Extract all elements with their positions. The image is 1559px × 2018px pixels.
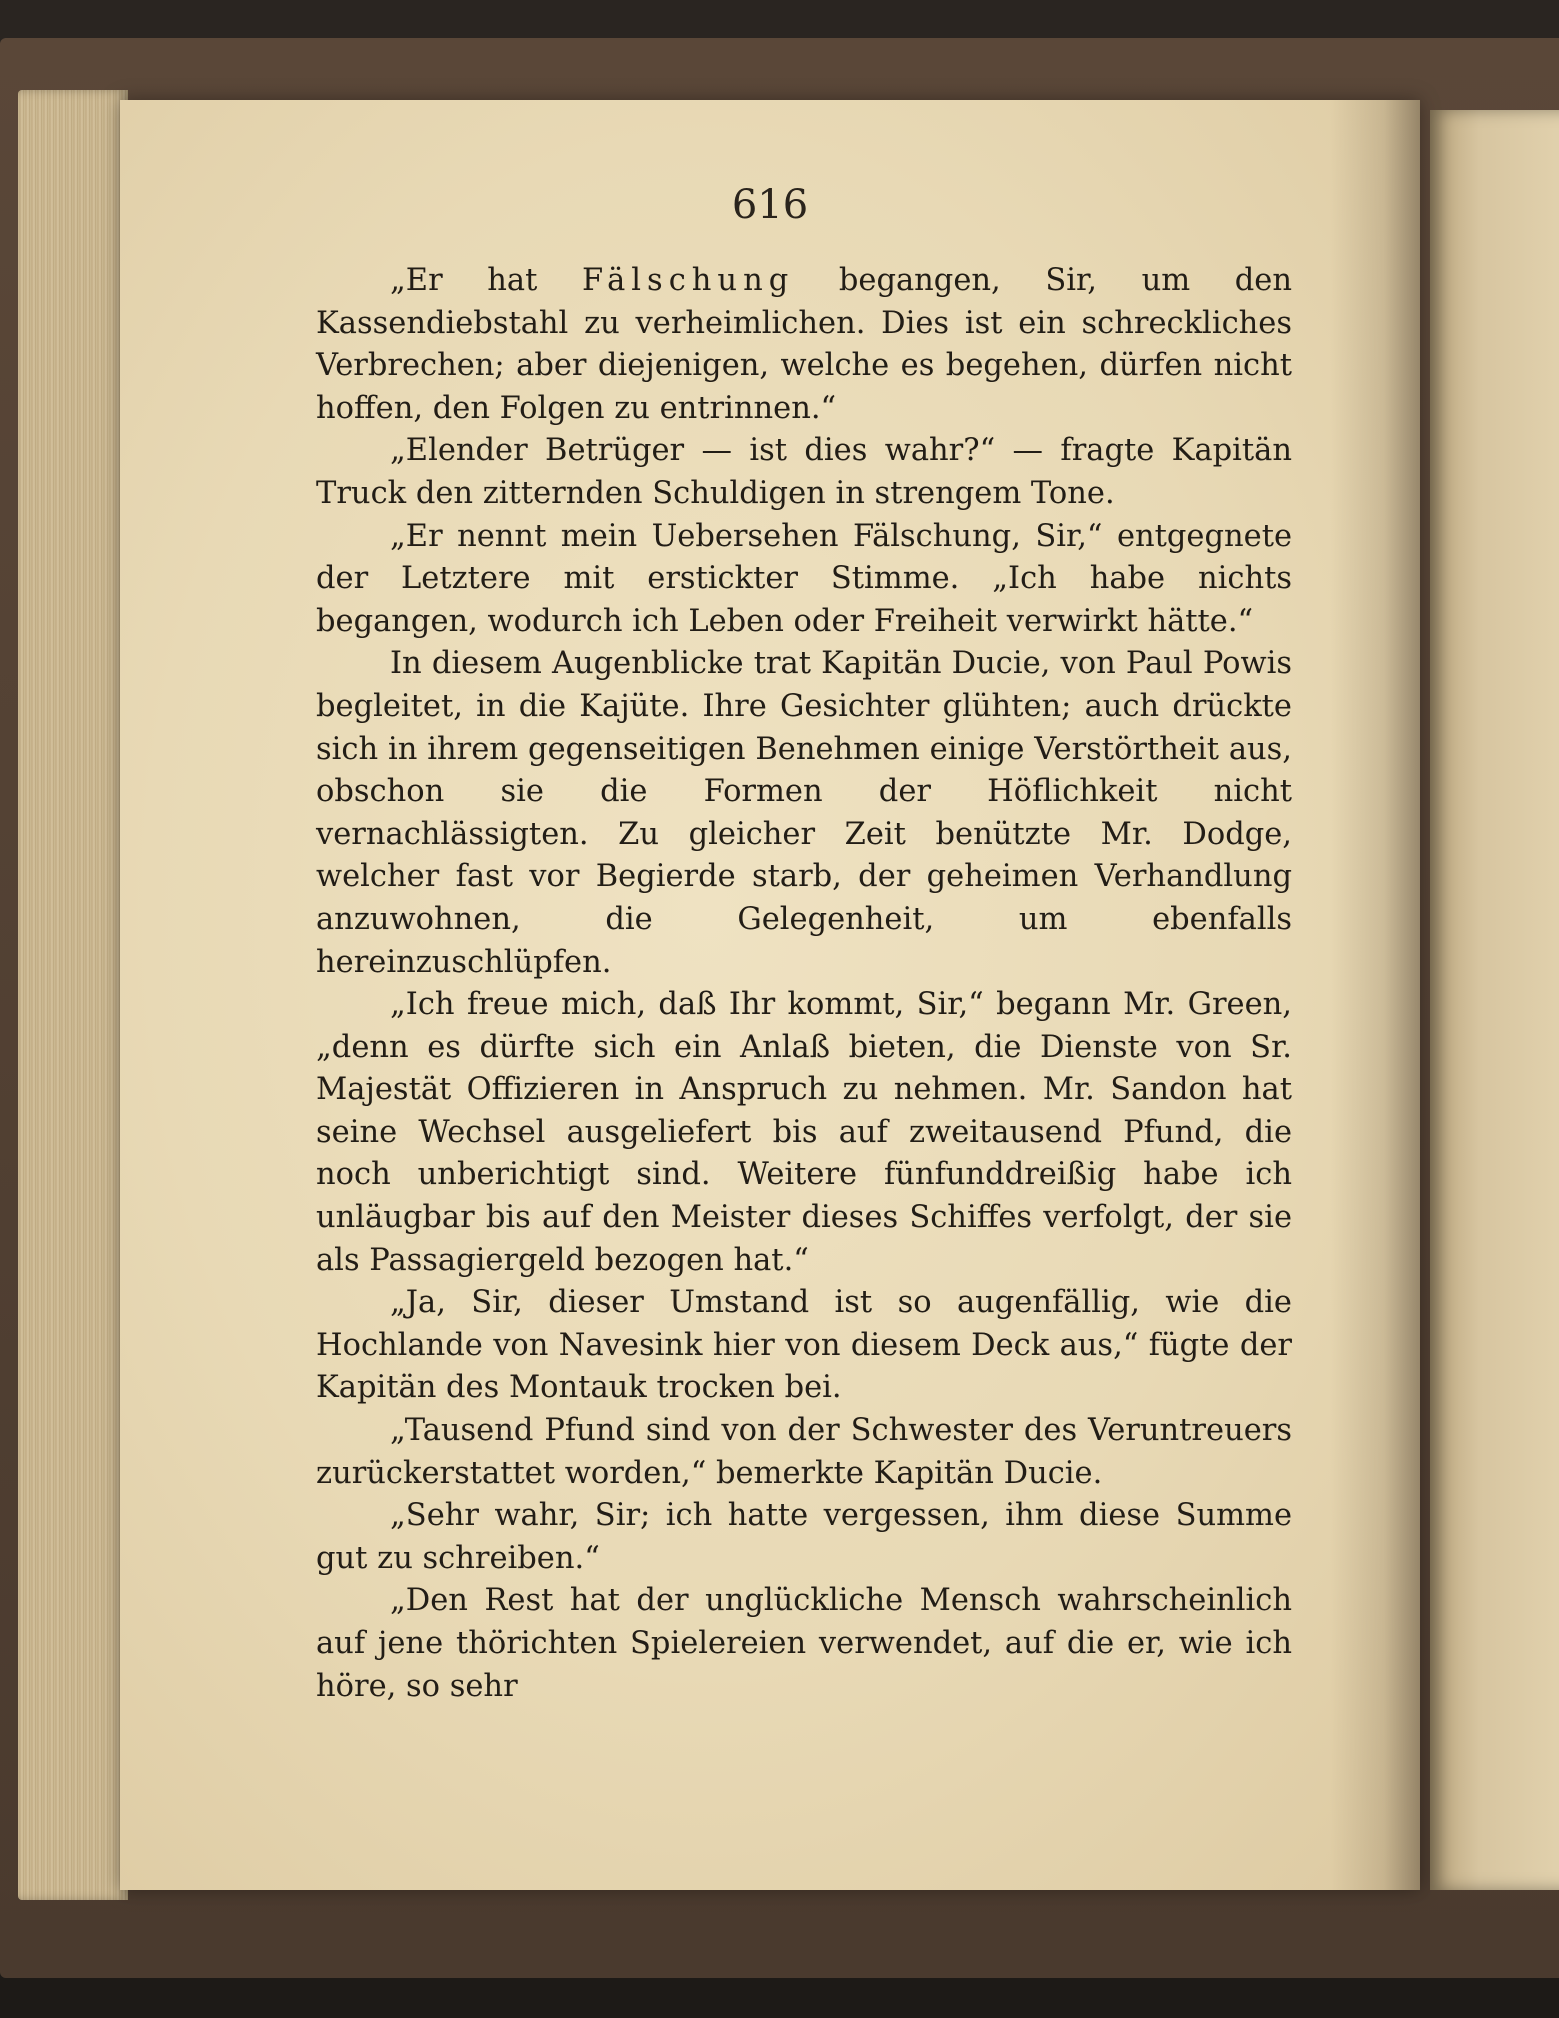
paragraph-9: „Den Rest hat der unglückliche Mensch wahrscheinlich auf jene thörichten Spielereien verwendet, auf die er, wie ich höre, so sehr: [316, 1583, 1292, 1704]
page-body-text: [316, 260, 1292, 1708]
paragraph-4: In diesem Augenblicke trat Kapitän Ducie, von Paul Powis begleitet, in die Kajüte. Ihre Gesichter glühten; auch drückte sich in ihrem gegenseitigen Benehmen einige Verstörtheit aus, obschon sie die Formen der Höflichkeit nicht vernachlässigten. Zu gleicher Zeit benützte Mr. Dodge, welcher fast vor Begierde starb, der geheimen Verhandlung anzuwohnen, die Gelegenheit, um ebenfalls hereinzuschlüpfen.: [316, 646, 1292, 980]
paragraph-1-rest: begangen, Sir, um den Kassendiebstahl zu verheimlichen. Dies ist ein schreckliches Verbrechen; aber diejenigen, welche es begehen, dürfen nicht hoffen, den Folgen zu entrinnen.“: [316, 263, 1292, 426]
page-edges: [18, 90, 128, 1900]
paragraph-3: „Er nennt mein Uebersehen Fälschung, Sir,“ entgegnete der Letztere mit erstickter Stimme. „Ich habe nichts begangen, wodurch ich Leben oder Freiheit verwirkt hätte.“: [316, 518, 1292, 639]
paragraph-5: „Ich freue mich, daß Ihr kommt, Sir,“ begann Mr. Green, „denn es dürfte sich ein Anlaß bieten, die Dienste von Sr. Majestät Offizieren in Anspruch zu nehmen. Mr. Sandon hat seine Wechsel ausgeliefert bis auf zweitausend Pfund, die noch unberichtigt sind. Weitere fünfunddreißig habe ich unläugbar bis auf den Meister dieses Schiffes verfolgt, der sie als Passagiergeld bezogen hat.“: [316, 987, 1292, 1278]
paragraph-6: „Ja, Sir, dieser Umstand ist so augenfällig, wie die Hochlande von Navesink hier von diesem Deck aus,“ fügte der Kapitän des Montauk trocken bei.: [316, 1285, 1292, 1406]
page-number: 616: [731, 182, 809, 228]
spine-gutter-shadow: [1330, 100, 1420, 1890]
paragraph-1: [316, 260, 1292, 430]
book-page: [120, 100, 1420, 1890]
paragraph-8: „Sehr wahr, Sir; ich hatte vergessen, ihm diese Summe gut zu schreiben.“: [316, 1498, 1292, 1576]
facing-page: [1430, 110, 1559, 1890]
emphasized-word: Fälschung: [582, 263, 795, 298]
paragraph-1-start: „Er hat: [390, 263, 583, 298]
paragraph-2: „Elender Betrüger — ist dies wahr?“ — fragte Kapitän Truck den zitternden Schuldigen in strengem Tone.: [316, 433, 1292, 511]
paragraph-7: „Tausend Pfund sind von der Schwester des Veruntreuers zurückerstattet worden,“ bemerkte Kapitän Ducie.: [316, 1413, 1292, 1491]
